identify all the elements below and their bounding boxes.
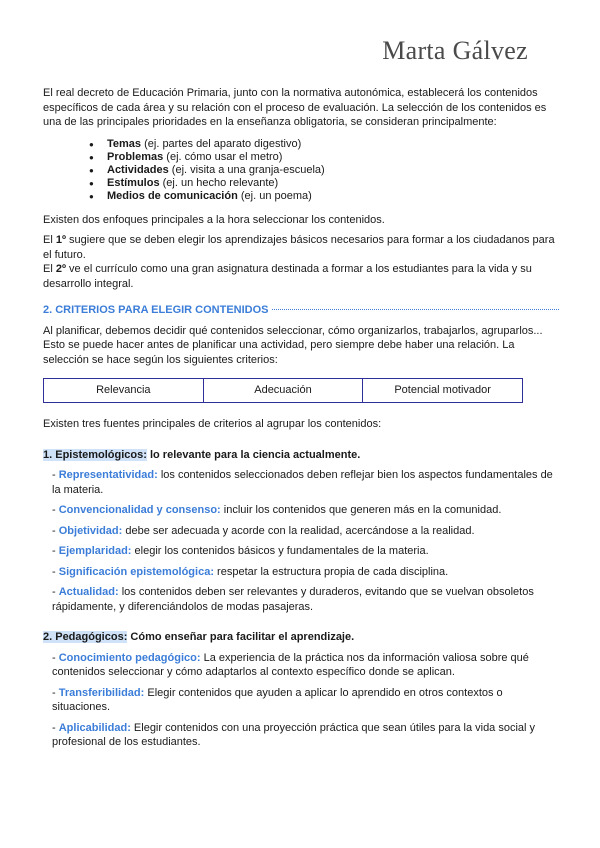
list-item: - Transferibilidad: Elegir contenidos que ayuden a aplicar lo aprendido en otros contextos o situaciones. bbox=[52, 686, 503, 713]
pedagogicos-list bbox=[43, 651, 559, 750]
list-item: ● Problemas (ej. cómo usar el metro) bbox=[89, 151, 559, 164]
list-item: - Significación epistemológica: respetar la estructura propia de cada disciplina. bbox=[52, 565, 449, 578]
enfoque-first: El 1º sugiere que se deben elegir los aprendizajes básicos necesarios para formar a los ciudadanos para el futuro. bbox=[43, 234, 555, 261]
list-item: ● Medios de comunicación (ej. un poema) bbox=[89, 190, 559, 203]
enfoque-second: El 2º ve el currículo como una gran asignatura destinada a formar a los estudiantes para la vida y su desarrollo integral. bbox=[43, 263, 532, 290]
list-item: - Aplicabilidad: Elegir contenidos con una proyección práctica que sean útiles para la vida social y profesional de los estudiantes. bbox=[52, 721, 536, 748]
list-item: - Convencionalidad y consenso: incluir los contenidos que generen más en la comunidad. bbox=[52, 504, 502, 516]
fuentes-paragraph: Existen tres fuentes principales de criterios al agrupar los contenidos: bbox=[43, 418, 382, 430]
criteria-paragraph: Al planificar, debemos decidir qué contenidos seleccionar, cómo organizarlos, trabajarlos, agruparlos... Esto se puede hacer antes de planificar una actividad, pero siempre debe haber una relación. La selección se hace según los siguientes criterios: bbox=[43, 324, 543, 366]
criteria-table bbox=[43, 378, 523, 403]
intro-paragraph: El real decreto de Educación Primaria, junto con la normativa autonómica, establecerá los contenidos específicos de cada área y su relación con el proceso de evaluación. La selección de los contenidos es una de las principales prioridades en la enseñanza obligatoria, se consideran principalmente: bbox=[43, 87, 547, 128]
epistemologicos-list bbox=[43, 468, 559, 614]
dotted-leader bbox=[272, 309, 559, 310]
content-types-list bbox=[43, 138, 559, 203]
list-item: - Representatividad: los contenidos seleccionados deben reflejar bien los aspectos fundamentales de la materia. bbox=[52, 469, 553, 496]
criteria-cell: Potencial motivador bbox=[363, 379, 523, 403]
list-item: - Actualidad: los contenidos deben ser relevantes y duraderos, evitando que se vuelvan obsoletos rápidamente, y diferenciándolos de modas pasajeras. bbox=[52, 586, 534, 613]
author-name: Marta Gálvez bbox=[382, 36, 528, 65]
list-item: ● Estímulos (ej. un hecho relevante) bbox=[89, 177, 559, 190]
group-heading-epistemologicos: 1. Epistemológicos: lo relevante para la ciencia actualmente. bbox=[43, 448, 361, 461]
enfoques-lead: Existen dos enfoques principales a la hora seleccionar los contenidos. bbox=[43, 213, 385, 226]
section-heading: 2. CRITERIOS PARA ELEGIR CONTENIDOS bbox=[43, 303, 559, 318]
criteria-cell: Adecuación bbox=[203, 379, 363, 403]
criteria-cell: Relevancia bbox=[44, 379, 204, 403]
list-item: - Objetividad: debe ser adecuada y acorde con la realidad, acercándose a la realidad. bbox=[52, 524, 475, 537]
document-body bbox=[43, 86, 559, 756]
list-item: - Conocimiento pedagógico: La experiencia de la práctica nos da información valiosa sobre qué contenidos seleccionar y cómo adaptarlos al contexto específico donde se aplican. bbox=[52, 651, 529, 678]
list-item: - Ejemplaridad: elegir los contenidos básicos y fundamentales de la materia. bbox=[52, 545, 429, 557]
list-item: ● Actividades (ej. visita a una granja-escuela) bbox=[89, 164, 559, 177]
list-item: ● Temas (ej. partes del aparato digestivo) bbox=[89, 138, 559, 151]
group-heading-pedagogicos: 2. Pedagógicos: Cómo enseñar para facilitar el aprendizaje. bbox=[43, 631, 355, 643]
